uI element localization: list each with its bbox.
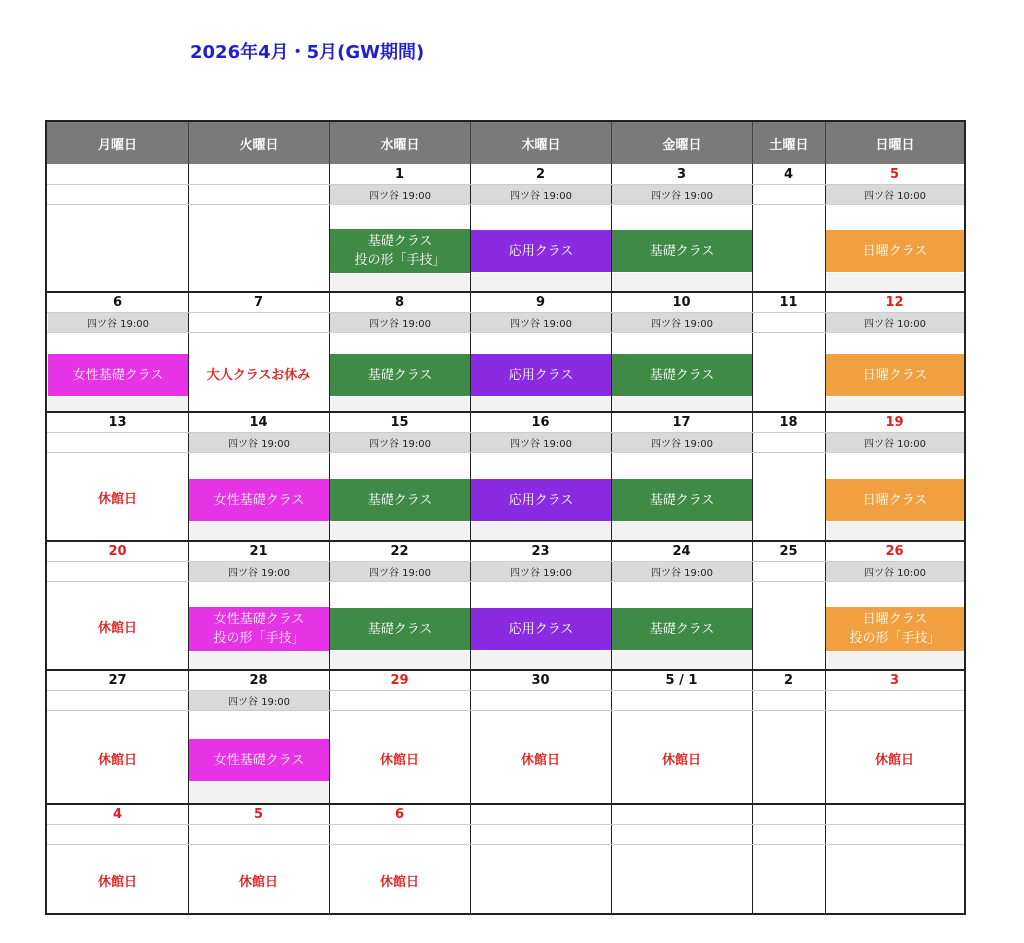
cell-band bbox=[471, 273, 611, 291]
location-time: 四ツ谷 19:00 bbox=[471, 185, 611, 204]
class-block bbox=[826, 607, 964, 651]
week-divider bbox=[47, 291, 964, 293]
class-label: 基礎クラス bbox=[649, 243, 715, 259]
closed-label: 休館日 bbox=[874, 752, 914, 768]
row-line bbox=[47, 204, 964, 205]
cell-band bbox=[471, 522, 611, 540]
closed-label: 休館日 bbox=[97, 492, 137, 507]
closed-label: 休館日 bbox=[661, 752, 701, 768]
day-number: 5 / 1 bbox=[665, 673, 698, 688]
cell-band bbox=[826, 273, 964, 291]
class-block bbox=[471, 479, 611, 521]
closed-label: 休館日 bbox=[97, 621, 137, 636]
class-block bbox=[826, 230, 964, 272]
page-title: 2026年4月・5月(GW期間) bbox=[190, 42, 425, 63]
day-number: 5 bbox=[253, 807, 264, 822]
class-block bbox=[330, 608, 470, 650]
cell-band bbox=[471, 397, 611, 411]
row-line bbox=[47, 844, 964, 845]
class-block bbox=[826, 479, 964, 521]
row-line bbox=[47, 581, 964, 582]
day-number: 27 bbox=[108, 673, 127, 688]
class-block bbox=[189, 607, 329, 651]
location-time: 四ツ谷 19:00 bbox=[189, 433, 329, 452]
day-number: 26 bbox=[885, 544, 904, 559]
day-number: 17 bbox=[672, 415, 691, 430]
day-number: 1 bbox=[394, 167, 405, 182]
closed-label: 休館日 bbox=[520, 752, 560, 768]
class-label: 女性基礎クラス bbox=[72, 367, 164, 383]
cell-band bbox=[612, 397, 752, 411]
day-number: 18 bbox=[779, 415, 798, 430]
day-number: 3 bbox=[676, 167, 687, 182]
day-number: 25 bbox=[779, 544, 798, 559]
cell-band bbox=[826, 397, 964, 411]
cell-band bbox=[826, 652, 964, 669]
cell-band bbox=[189, 782, 329, 803]
class-label: 基礎クラス bbox=[367, 492, 433, 508]
location-time: 四ツ谷 19:00 bbox=[471, 562, 611, 581]
class-block bbox=[826, 354, 964, 396]
day-number: 3 bbox=[889, 673, 900, 688]
day-number: 10 bbox=[672, 295, 691, 310]
class-block bbox=[330, 479, 470, 521]
day-number: 11 bbox=[779, 295, 798, 310]
cell-band bbox=[189, 652, 329, 669]
day-number: 7 bbox=[253, 295, 264, 310]
day-number: 5 bbox=[889, 167, 900, 182]
class-label: 投の形「手技」 bbox=[213, 631, 305, 646]
class-block bbox=[612, 354, 752, 396]
location-time: 四ツ谷 19:00 bbox=[189, 562, 329, 581]
cell-band bbox=[471, 651, 611, 669]
cell-band bbox=[612, 273, 752, 291]
day-number: 30 bbox=[531, 673, 550, 688]
location-time: 四ツ谷 19:00 bbox=[612, 562, 752, 581]
class-block bbox=[612, 230, 752, 272]
class-label: 応用クラス bbox=[508, 621, 574, 637]
class-label: 投の形「手技」 bbox=[354, 253, 446, 268]
header-3: 木曜日 bbox=[470, 122, 611, 164]
cell-band bbox=[330, 274, 470, 291]
class-block bbox=[330, 354, 470, 396]
day-number: 6 bbox=[394, 807, 405, 822]
class-label: 基礎クラス bbox=[649, 492, 715, 508]
class-label: 応用クラス bbox=[508, 243, 574, 259]
location-time: 四ツ谷 19:00 bbox=[330, 185, 470, 204]
class-block bbox=[471, 608, 611, 650]
class-block bbox=[471, 354, 611, 396]
location-time: 四ツ谷 19:00 bbox=[189, 691, 329, 710]
day-number: 21 bbox=[249, 544, 268, 559]
row-line bbox=[47, 824, 964, 825]
day-number: 24 bbox=[672, 544, 691, 559]
class-block bbox=[189, 479, 329, 521]
class-label: 応用クラス bbox=[508, 367, 574, 383]
cell-band bbox=[48, 397, 188, 411]
day-number: 29 bbox=[390, 673, 409, 688]
day-number: 14 bbox=[249, 415, 268, 430]
header-1: 火曜日 bbox=[188, 122, 329, 164]
location-time: 四ツ谷 10:00 bbox=[826, 433, 964, 452]
row-line bbox=[47, 452, 964, 453]
header-6: 日曜日 bbox=[825, 122, 964, 164]
class-label: 基礎クラス bbox=[367, 621, 433, 637]
cell-band bbox=[612, 651, 752, 669]
class-label: 日曜クラス bbox=[862, 492, 928, 508]
class-label: 投の形「手技」 bbox=[849, 631, 941, 646]
closed-label: 休館日 bbox=[379, 875, 419, 890]
location-time: 四ツ谷 19:00 bbox=[48, 313, 188, 332]
class-block bbox=[330, 229, 470, 273]
class-label: 基礎クラス bbox=[367, 367, 433, 383]
closed-label: 休館日 bbox=[97, 875, 137, 890]
day-number: 15 bbox=[390, 415, 409, 430]
day-number: 4 bbox=[783, 167, 794, 182]
class-block bbox=[471, 230, 611, 272]
class-label: 基礎クラス bbox=[367, 234, 433, 249]
day-number: 12 bbox=[885, 295, 904, 310]
header-4: 金曜日 bbox=[611, 122, 752, 164]
class-label: 基礎クラス bbox=[649, 621, 715, 637]
header-2: 水曜日 bbox=[329, 122, 470, 164]
class-label: 女性基礎クラス bbox=[213, 492, 305, 508]
location-time: 四ツ谷 19:00 bbox=[471, 433, 611, 452]
closed-label: 休館日 bbox=[97, 752, 137, 768]
location-time: 四ツ谷 19:00 bbox=[612, 185, 752, 204]
location-time: 四ツ谷 19:00 bbox=[612, 313, 752, 332]
class-label: 日曜クラス bbox=[862, 243, 928, 259]
class-block bbox=[612, 608, 752, 650]
location-time: 四ツ谷 19:00 bbox=[330, 433, 470, 452]
class-label: 女性基礎クラス bbox=[213, 752, 305, 768]
day-number: 2 bbox=[535, 167, 546, 182]
week-divider bbox=[47, 411, 964, 413]
cell-band bbox=[826, 522, 964, 540]
location-time: 四ツ谷 10:00 bbox=[826, 562, 964, 581]
day-number: 19 bbox=[885, 415, 904, 430]
closed-label: 休館日 bbox=[379, 752, 419, 768]
calendar-table bbox=[45, 120, 966, 915]
location-time: 四ツ谷 19:00 bbox=[471, 313, 611, 332]
class-block bbox=[48, 354, 188, 396]
class-label: 日曜クラス bbox=[862, 612, 928, 627]
row-line bbox=[47, 690, 964, 691]
class-label: 女性基礎クラス bbox=[213, 612, 305, 627]
location-time: 四ツ谷 19:00 bbox=[612, 433, 752, 452]
day-number: 28 bbox=[249, 673, 268, 688]
class-label: 基礎クラス bbox=[649, 367, 715, 383]
day-number: 4 bbox=[112, 807, 123, 822]
location-time: 四ツ谷 10:00 bbox=[826, 185, 964, 204]
day-number: 23 bbox=[531, 544, 550, 559]
location-time: 四ツ谷 19:00 bbox=[330, 313, 470, 332]
day-number: 16 bbox=[531, 415, 550, 430]
cell-band bbox=[330, 522, 470, 540]
closed-label: 休館日 bbox=[238, 875, 278, 890]
location-time: 四ツ谷 19:00 bbox=[330, 562, 470, 581]
day-number: 8 bbox=[394, 295, 405, 310]
header-0: 月曜日 bbox=[47, 122, 188, 164]
cell-band bbox=[612, 522, 752, 540]
cell-band bbox=[330, 651, 470, 669]
class-label: 応用クラス bbox=[508, 492, 574, 508]
day-number: 22 bbox=[390, 544, 409, 559]
day-number: 13 bbox=[108, 415, 127, 430]
day-number: 2 bbox=[783, 673, 794, 688]
header-5: 土曜日 bbox=[752, 122, 825, 164]
adult-class-off-label: 大人クラスお休み bbox=[206, 367, 311, 383]
day-number: 9 bbox=[535, 295, 546, 310]
class-label: 日曜クラス bbox=[862, 367, 928, 383]
class-block bbox=[612, 479, 752, 521]
class-block bbox=[189, 739, 329, 781]
day-number: 20 bbox=[108, 544, 127, 559]
cell-band bbox=[189, 522, 329, 540]
day-number: 6 bbox=[112, 295, 123, 310]
row-line bbox=[47, 710, 964, 711]
cell-band bbox=[330, 397, 470, 411]
location-time: 四ツ谷 10:00 bbox=[826, 313, 964, 332]
row-line bbox=[47, 332, 964, 333]
